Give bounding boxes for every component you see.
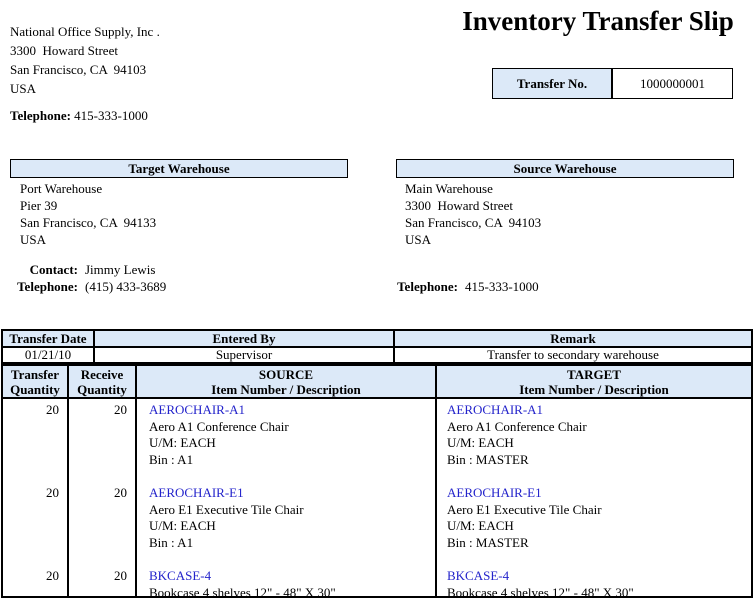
source-warehouse-address-line: USA (405, 232, 432, 247)
item-description: Aero E1 Executive Tile Chair (149, 501, 304, 517)
item-description: Aero A1 Conference Chair (447, 418, 587, 434)
item-bin: Bin : MASTER (447, 452, 529, 468)
item-code-link[interactable]: AEROCHAIR-A1 (447, 402, 544, 417)
target-warehouse-address (20, 180, 156, 248)
header-target (437, 366, 751, 397)
header-line: Item Number / Description (519, 382, 669, 397)
company-address-line: San Francisco, CA 94103 (10, 62, 147, 77)
remark-value: Transfer to secondary warehouse (487, 347, 659, 362)
source-item-cell (137, 482, 437, 565)
items-table (1, 364, 753, 598)
target-warehouse-contact-row (10, 261, 155, 278)
transfer-qty-cell: 20 (3, 399, 69, 482)
item-code-link[interactable]: AEROCHAIR-A1 (149, 402, 246, 417)
header-remark: Remark (395, 331, 751, 346)
item-code-link[interactable]: AEROCHAIR-E1 (447, 485, 542, 500)
item-uom: U/M: EACH (149, 435, 216, 451)
company-phone-value: 415-333-1000 (74, 108, 148, 123)
target-warehouse-address-line: Pier 39 (20, 198, 58, 213)
phone-label: Telephone: (397, 279, 458, 294)
item-bin: Bin : A1 (149, 535, 194, 551)
phone-label: Telephone: (17, 279, 78, 294)
target-warehouse-address-line: San Francisco, CA 94133 (20, 215, 157, 230)
item-uom: U/M: EACH (447, 435, 514, 451)
source-item-cell (137, 565, 437, 596)
header-line: Quantity (10, 382, 60, 397)
target-warehouse-address-line: Port Warehouse (20, 181, 103, 196)
company-address-line: 3300 Howard Street (10, 43, 118, 58)
source-warehouse-address-line: Main Warehouse (405, 181, 493, 196)
item-description: Aero E1 Executive Tile Chair (447, 501, 602, 517)
item-code-link[interactable]: AEROCHAIR-E1 (149, 485, 244, 500)
transfer-qty-cell: 20 (3, 482, 69, 565)
transfer-qty-cell: 20 (3, 565, 69, 596)
item-description: Bookcase 4 shelves 12" - 48" X 30" (447, 584, 634, 598)
item-description: Bookcase 4 shelves 12" - 48" X 30" (149, 584, 336, 598)
company-name: National Office Supply, Inc . (10, 24, 160, 39)
item-row (3, 399, 751, 482)
receive-qty-cell: 20 (69, 399, 137, 482)
header-line: TARGET (567, 367, 621, 382)
page-title: Inventory Transfer Slip (462, 6, 734, 36)
header-entered-by: Entered By (95, 331, 395, 346)
header-transfer-date: Transfer Date (3, 331, 95, 346)
phone-value: 415-333-1000 (465, 279, 539, 294)
header-line: Transfer (10, 367, 60, 382)
transfer-no-value: 1000000001 (640, 75, 705, 91)
contact-label: Contact: (29, 262, 78, 277)
target-warehouse-phone-row (10, 278, 166, 295)
item-bin: Bin : MASTER (447, 535, 529, 551)
header-line: Item Number / Description (211, 382, 361, 397)
source-item-cell (137, 399, 437, 482)
source-warehouse-address (405, 180, 541, 248)
item-bin: Bin : A1 (149, 452, 194, 468)
company-phone-row (10, 108, 148, 124)
source-warehouse-address-line: 3300 Howard Street (405, 198, 513, 213)
transfer-info-table (1, 329, 753, 364)
receive-qty-cell: 20 (69, 482, 137, 565)
header-line: Quantity (77, 382, 127, 397)
item-code-link[interactable]: BKCASE-4 (447, 568, 510, 583)
item-uom: U/M: EACH (149, 518, 216, 534)
phone-value: (415) 433-3689 (85, 279, 167, 294)
source-warehouse-phone-row (396, 278, 539, 295)
transfer-date-value: 01/21/10 (3, 348, 95, 362)
items-header-row (3, 366, 751, 397)
header-line: SOURCE (258, 367, 314, 382)
item-description: Aero A1 Conference Chair (149, 418, 289, 434)
header-source (137, 366, 437, 397)
company-address-line: USA (10, 81, 37, 96)
company-address-block (10, 22, 160, 98)
entered-by-value: Supervisor (95, 348, 395, 362)
target-item-cell (437, 399, 751, 482)
source-warehouse-header: Source Warehouse (396, 159, 734, 178)
receive-qty-cell: 20 (69, 565, 137, 596)
contact-value: Jimmy Lewis (85, 262, 156, 277)
transfer-no-label: Transfer No. (493, 69, 613, 98)
header-receive-quantity (69, 366, 137, 397)
item-row (3, 482, 751, 565)
header-transfer-quantity (3, 366, 69, 397)
target-item-cell (437, 565, 751, 596)
info-header-row (3, 331, 751, 346)
item-code-link[interactable]: BKCASE-4 (149, 568, 212, 583)
company-phone-label: Telephone: (10, 108, 71, 123)
header-line: Receive (80, 367, 124, 382)
source-warehouse-address-line: San Francisco, CA 94103 (405, 215, 542, 230)
target-item-cell (437, 482, 751, 565)
item-uom: U/M: EACH (447, 518, 514, 534)
transfer-no-box (492, 68, 733, 99)
item-row (3, 565, 751, 596)
target-warehouse-header: Target Warehouse (10, 159, 348, 178)
target-warehouse-address-line: USA (20, 232, 47, 247)
info-value-row (3, 348, 751, 362)
